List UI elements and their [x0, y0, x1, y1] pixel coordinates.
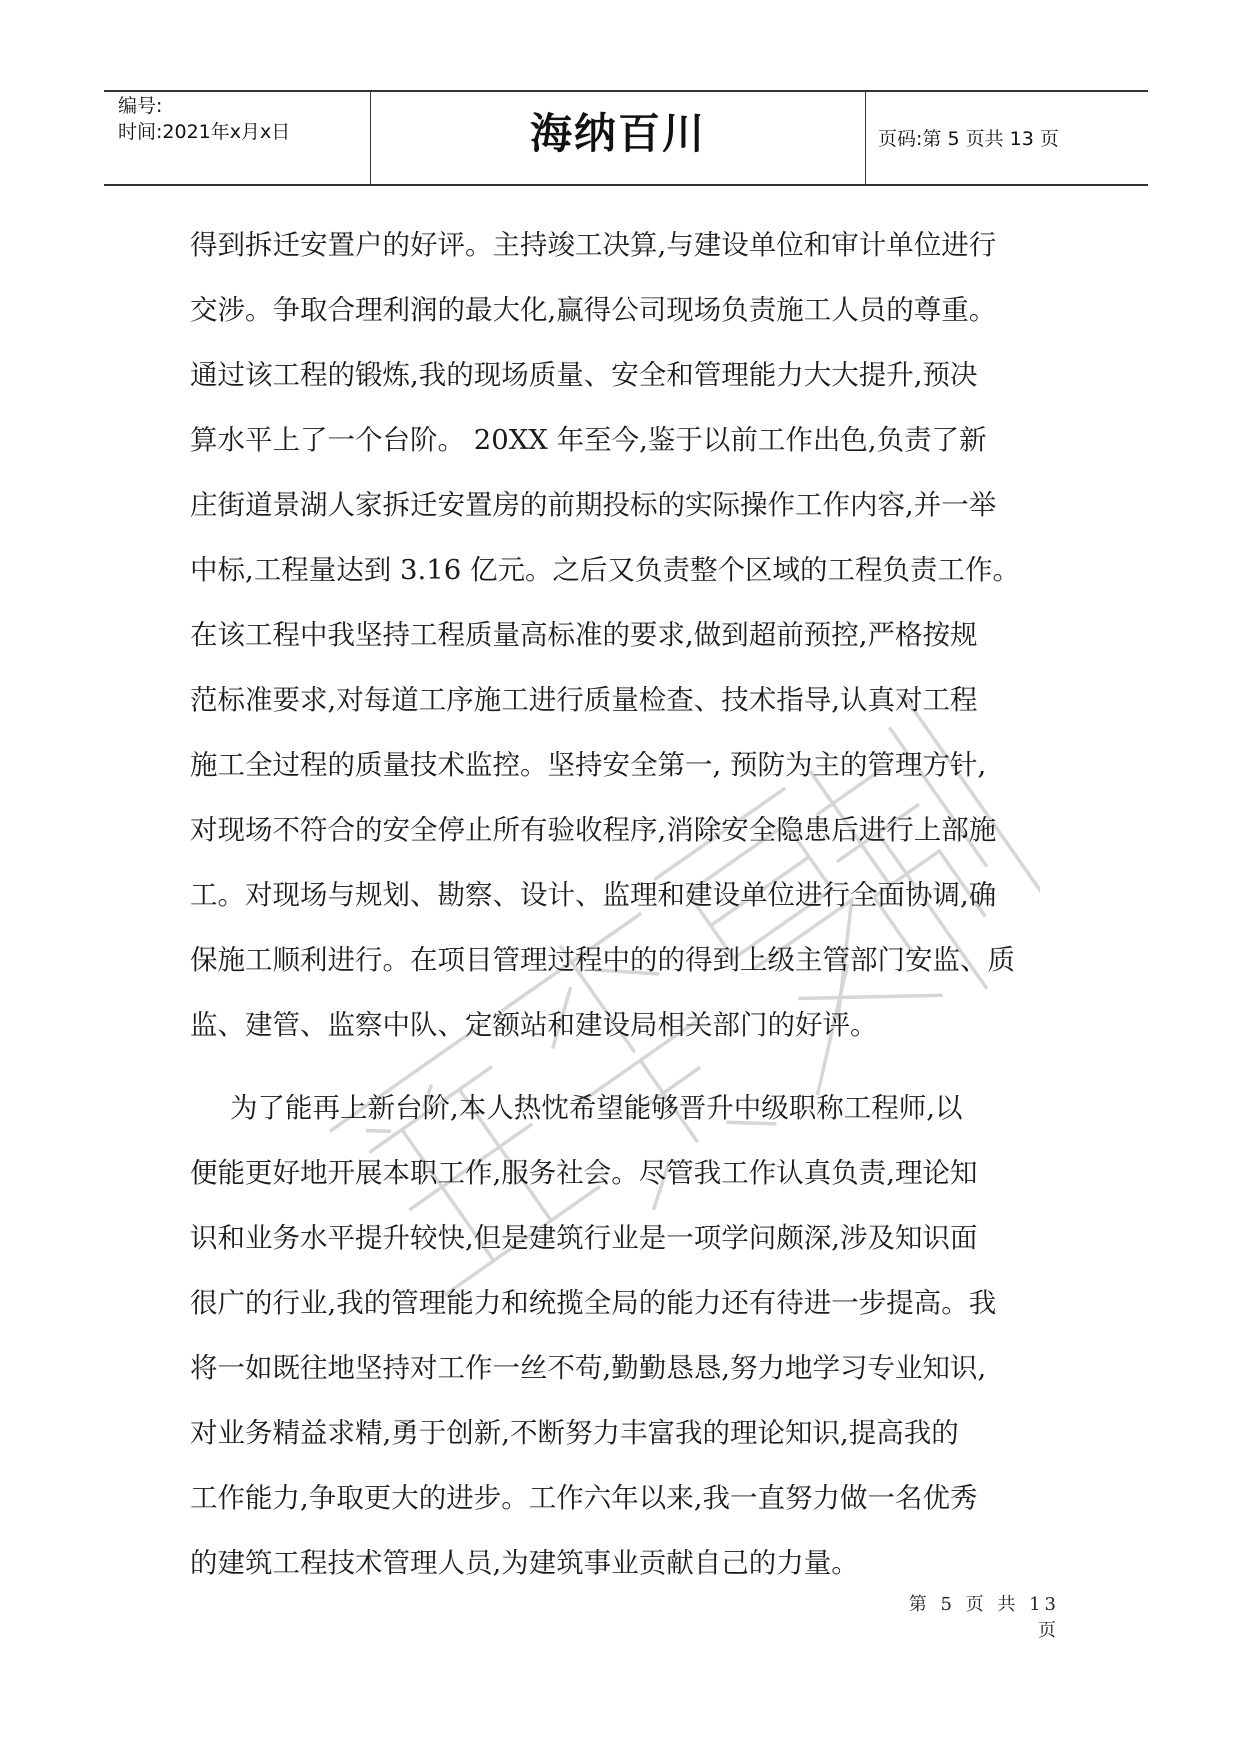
body-line: 中标,工程量达到 3.16 亿元。之后又负责整个区域的工程负责工作。 [190, 554, 1020, 586]
body-line: 将一如既往地坚持对工作一丝不苟,勤勤恳恳,努力地学习专业知识, [190, 1352, 987, 1384]
header-page-code: 页码:第 5 页共 13 页 [878, 128, 1059, 150]
document-number-label: 编号: [118, 95, 163, 117]
document-body [190, 213, 1070, 1596]
body-line: 监、建管、监察中队、定额站和建设局相关部门的好评。 [190, 1009, 878, 1041]
body-line: 得到拆迁安置户的好评。主持竣工决算,与建设单位和审计单位进行 [190, 229, 997, 261]
document-header [104, 90, 1148, 186]
page-footer: 第 5 页 共 13 页 [908, 1594, 1060, 1641]
body-line: 交涉。争取合理利润的最大化,赢得公司现场负责施工人员的尊重。 [190, 294, 997, 326]
body-line: 便能更好地开展本职工作,服务社会。尽管我工作认真负责,理论知 [190, 1157, 978, 1189]
body-line: 范标准要求,对每道工序施工进行质量检查、技术指导,认真对工程 [190, 684, 978, 716]
body-line: 对现场不符合的安全停止所有验收程序,消除安全隐患后进行上部施 [190, 814, 997, 846]
body-line: 通过该工程的锻炼,我的现场质量、安全和管理能力大大提升,预决 [190, 359, 978, 391]
body-line: 施工全过程的质量技术监控。坚持安全第一, 预防为主的管理方针, [190, 749, 987, 781]
body-line: 在该工程中我坚持工程质量高标准的要求,做到超前预控,严格按规 [190, 619, 978, 651]
body-line: 保施工顺利进行。在项目管理过程中的的得到上级主管部门安监、质 [190, 944, 1015, 976]
body-line: 的建筑工程技术管理人员,为建筑事业贡献自己的力量。 [190, 1547, 859, 1579]
paragraph-gap [190, 1058, 1070, 1076]
header-meta-cell [104, 92, 370, 184]
body-line: 算水平上了一个台阶。 20XX 年至今,鉴于以前工作出色,负责了新 [190, 424, 987, 456]
body-line: 很广的行业,我的管理能力和统揽全局的能力还有待进一步提高。我 [190, 1287, 997, 1319]
body-line: 庄街道景湖人家拆迁安置房的前期投标的实际操作工作内容,并一举 [190, 489, 997, 521]
body-line: 工作能力,争取更大的进步。工作六年以来,我一直努力做一名优秀 [190, 1482, 978, 1514]
header-brand-cell [370, 92, 866, 184]
brand-title: 海纳百川 [529, 109, 706, 158]
body-line: 对业务精益求精,勇于创新,不断努力丰富我的理论知识,提高我的 [190, 1417, 959, 1449]
header-page-cell [864, 92, 1148, 184]
body-line: 识和业务水平提升较快,但是建筑行业是一项学问颇深,涉及知识面 [190, 1222, 978, 1254]
body-line: 为了能再上新台阶,本人热忱希望能够晋升中级职称工程师,以 [230, 1092, 963, 1124]
body-line: 工。对现场与规划、勘察、设计、监理和建设单位进行全面协调,确 [190, 879, 997, 911]
document-time-label: 时间:2021年x月x日 [118, 121, 291, 143]
